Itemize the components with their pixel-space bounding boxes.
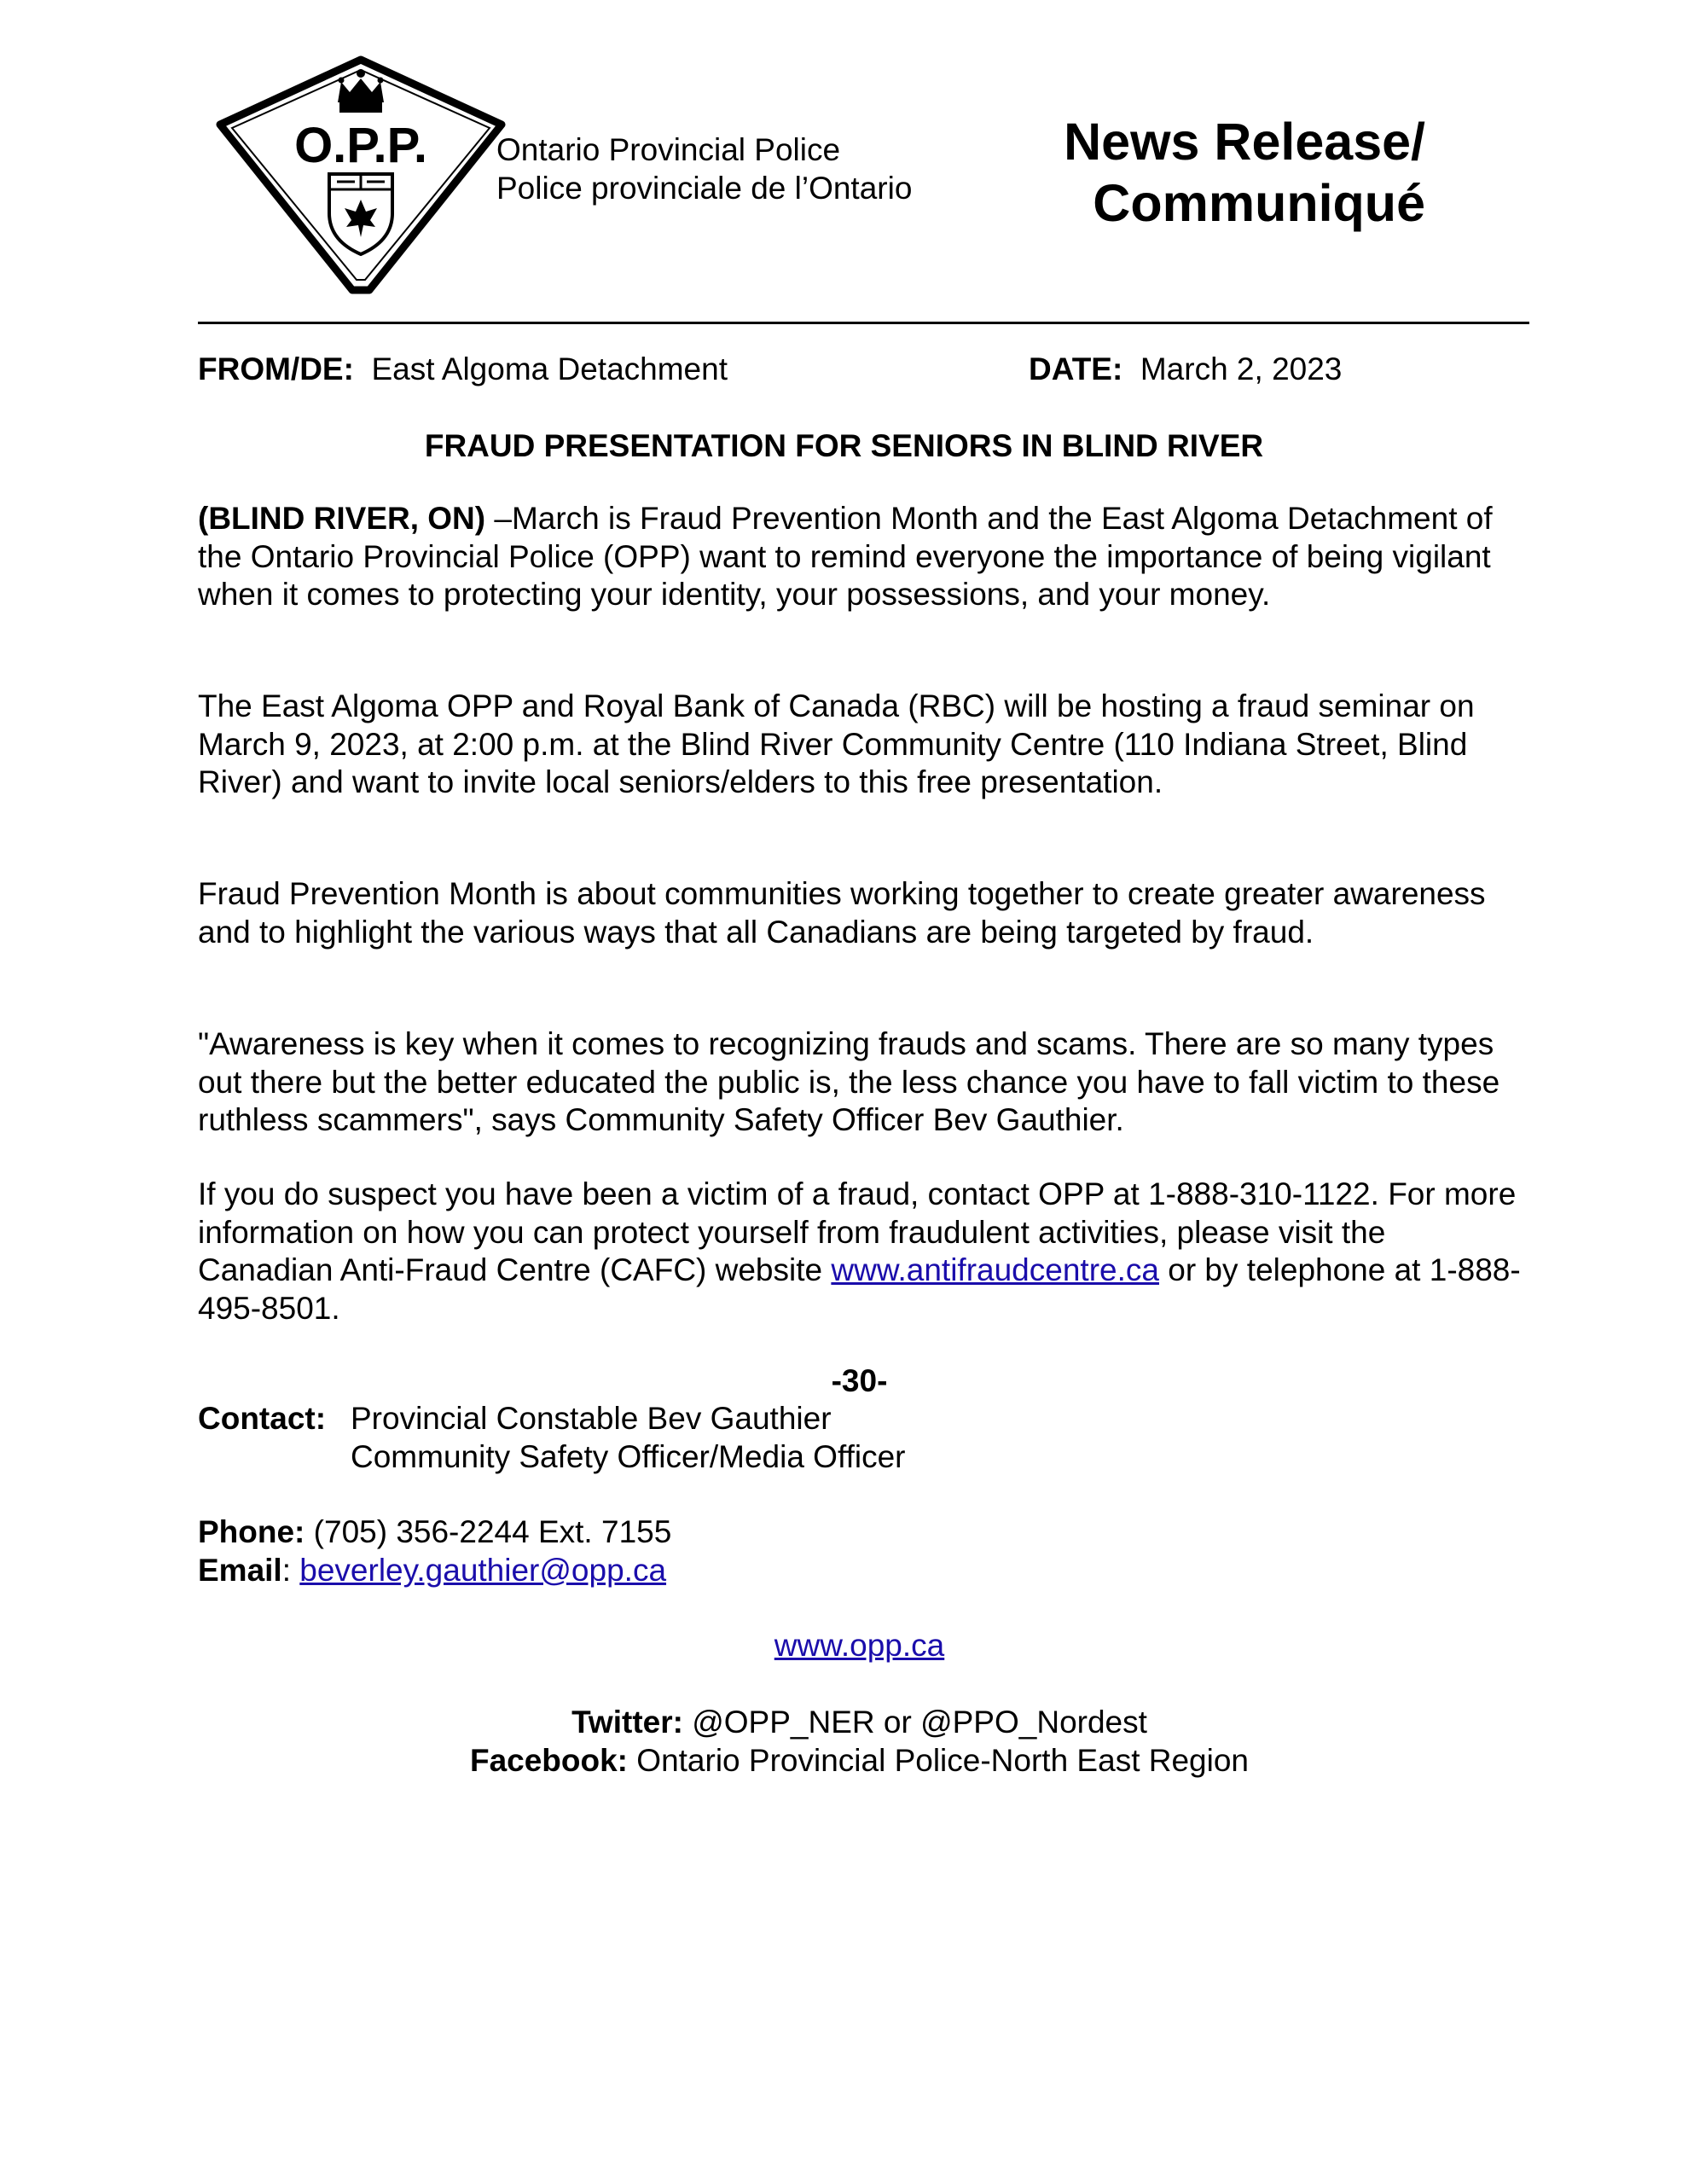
- from-field: [198, 348, 728, 391]
- paragraph-1-text: –March is Fraud Prevention Month and the East Algoma Detachment of the Ontario Provincial Police (OPP) want to remind everyone the importance of being vigilant when it comes to protecting your identity, your possessions, and your money.: [198, 501, 1493, 613]
- paragraph-4: "Awareness is key when it comes to recognizing frauds and scams. There are so many types out there but the better educated the public is, the less chance you have to fall victim to these ruthless scammers", says Community Safety Officer Bev Gauthier.: [198, 1026, 1500, 1138]
- date-field: [1029, 348, 1342, 391]
- end-marker: -30-: [831, 1363, 888, 1398]
- opp-logo: [213, 53, 508, 297]
- phone-field: [198, 1513, 671, 1552]
- headline: FRAUD PRESENTATION FOR SENIORS IN BLIND RIVER: [424, 428, 1264, 463]
- paragraph-5-tail: or by telephone at 1-888-495-8501.: [198, 1252, 1521, 1326]
- email-link[interactable]: beverley.gauthier@opp.ca: [299, 1553, 667, 1588]
- paragraph-3: Fraud Prevention Month is about communities working together to create greater awareness and to highlight the various ways that all Canadians are being targeted by fraud.: [198, 876, 1486, 950]
- antifraud-link[interactable]: www.antifraudcentre.ca: [831, 1252, 1159, 1288]
- contact-name: Provincial Constable Bev Gauthier: [351, 1401, 832, 1436]
- dateline: (BLIND RIVER, ON): [198, 501, 486, 536]
- logo-text: O.P.P.: [294, 118, 427, 173]
- org-name-english: Ontario Provincial Police: [496, 132, 841, 167]
- contact-label: Contact:: [198, 1401, 327, 1436]
- organization-name: [496, 131, 912, 207]
- from-label: FROM/DE:: [198, 351, 354, 386]
- email-label: Email: [198, 1553, 282, 1588]
- paragraph-1: [198, 500, 1528, 614]
- email-field: [198, 1552, 666, 1590]
- from-value: East Algoma Detachment: [371, 351, 728, 386]
- release-title-line2: Communiqué: [1093, 174, 1425, 232]
- paragraph-5-text: If you do suspect you have been a victim of a fraud, contact OPP at 1-888-310-1122. For more information on how you can protect yourself from fraudulent activities, please visit the Canadian Anti-Fraud Centre (CAFC) website: [198, 1176, 1517, 1288]
- header-divider: [198, 322, 1529, 324]
- twitter-label: Twitter:: [571, 1705, 683, 1740]
- release-title-line1: News Release/: [1064, 113, 1425, 171]
- twitter-value: @OPP_NER or @PPO_Nordest: [682, 1705, 1147, 1740]
- facebook-value: Ontario Provincial Police-North East Region: [628, 1743, 1250, 1778]
- website-line: [0, 1627, 1688, 1665]
- paragraph-2: The East Algoma OPP and Royal Bank of Canada (RBC) will be hosting a fraud seminar on March 9, 2023, at 2:00 p.m. at the Blind River Community Centre (110 Indiana Street, Blind River) and want to invite local seniors/elders to this free presentation.: [198, 688, 1475, 800]
- facebook-line: [0, 1742, 1688, 1780]
- paragraph-5: [198, 1176, 1528, 1327]
- date-value: March 2, 2023: [1140, 351, 1343, 386]
- phone-label: Phone:: [198, 1514, 305, 1549]
- release-title: [1064, 111, 1425, 234]
- contact-title: Community Safety Officer/Media Officer: [351, 1439, 906, 1474]
- phone-value: (705) 356-2244 Ext. 7155: [305, 1514, 672, 1549]
- date-label: DATE:: [1029, 351, 1123, 386]
- email-separator: :: [281, 1553, 300, 1588]
- twitter-line: [0, 1704, 1688, 1742]
- org-name-french: Police provinciale de l’Ontario: [496, 171, 913, 206]
- website-link[interactable]: www.opp.ca: [774, 1628, 945, 1663]
- facebook-label: Facebook:: [469, 1743, 629, 1778]
